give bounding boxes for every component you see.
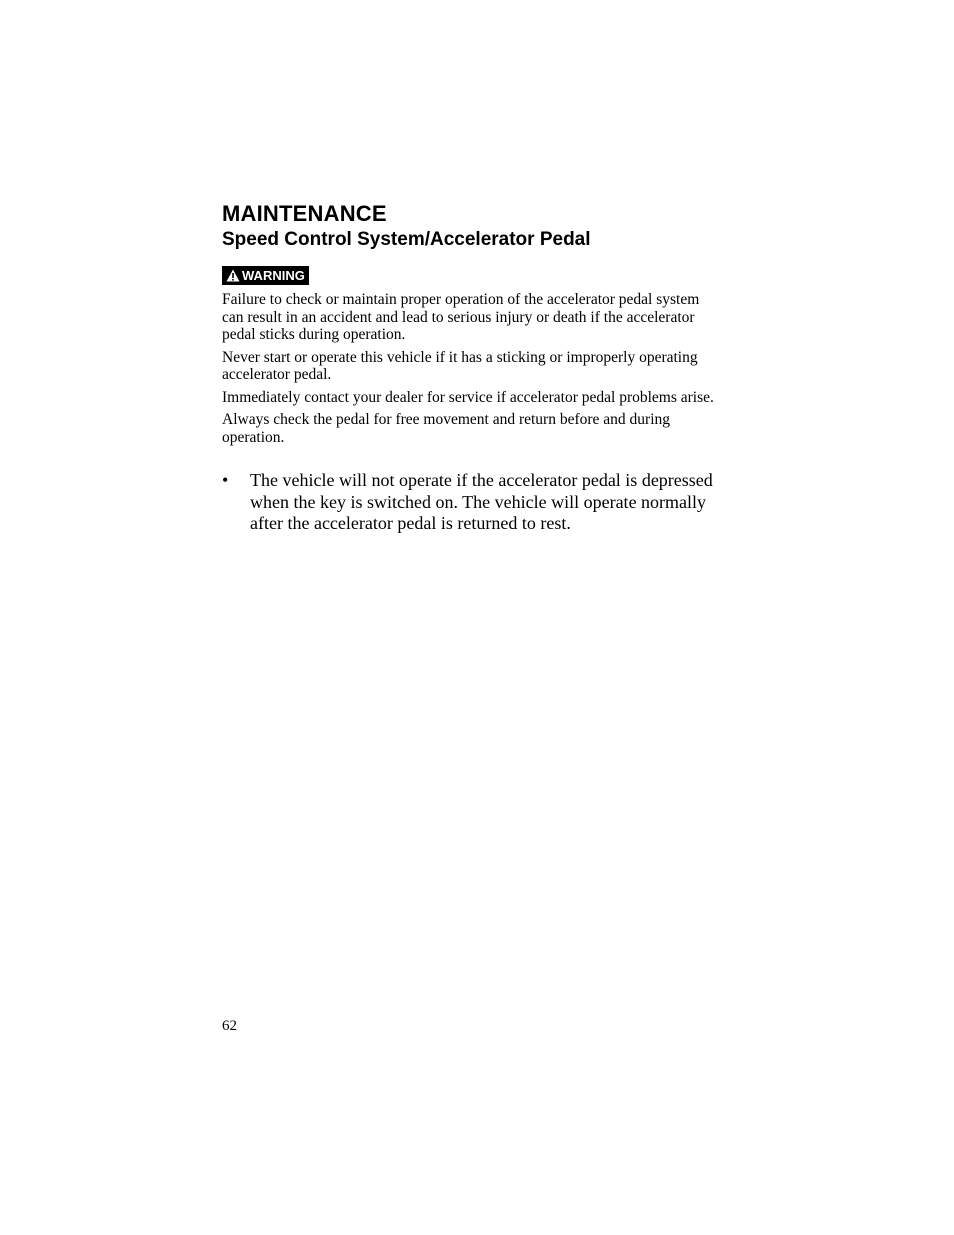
section-title: MAINTENANCE [222, 201, 387, 226]
warning-text [222, 291, 722, 446]
warning-triangle-icon [226, 269, 242, 282]
warning-badge [222, 266, 309, 285]
bullet-list [222, 470, 722, 535]
bullet-mark: • [222, 470, 229, 490]
bullet-item [222, 470, 722, 535]
warning-paragraph: Failure to check or maintain proper operation of the accelerator pedal system can result in an accident and lead to serious injury or death if the accelerator pedal sticks during operation. [222, 291, 700, 343]
warning-paragraph: Never start or operate this vehicle if it has a sticking or improperly operating accelerator pedal. [222, 348, 698, 383]
warning-paragraph: Always check the pedal for free movement and return before and during operation. [222, 411, 671, 446]
warning-paragraph: Immediately contact your dealer for service if accelerator pedal problems arise. [222, 388, 714, 406]
warning-label: WARNING [242, 267, 305, 283]
bullet-text: The vehicle will not operate if the accelerator pedal is depressed when the key is switched on. The vehicle will operate normally after the accelerator pedal is returned to rest. [250, 470, 713, 533]
page-number: 62 [222, 1018, 237, 1034]
subsection-title: Speed Control System/Accelerator Pedal [222, 229, 591, 250]
page-content [222, 200, 722, 535]
